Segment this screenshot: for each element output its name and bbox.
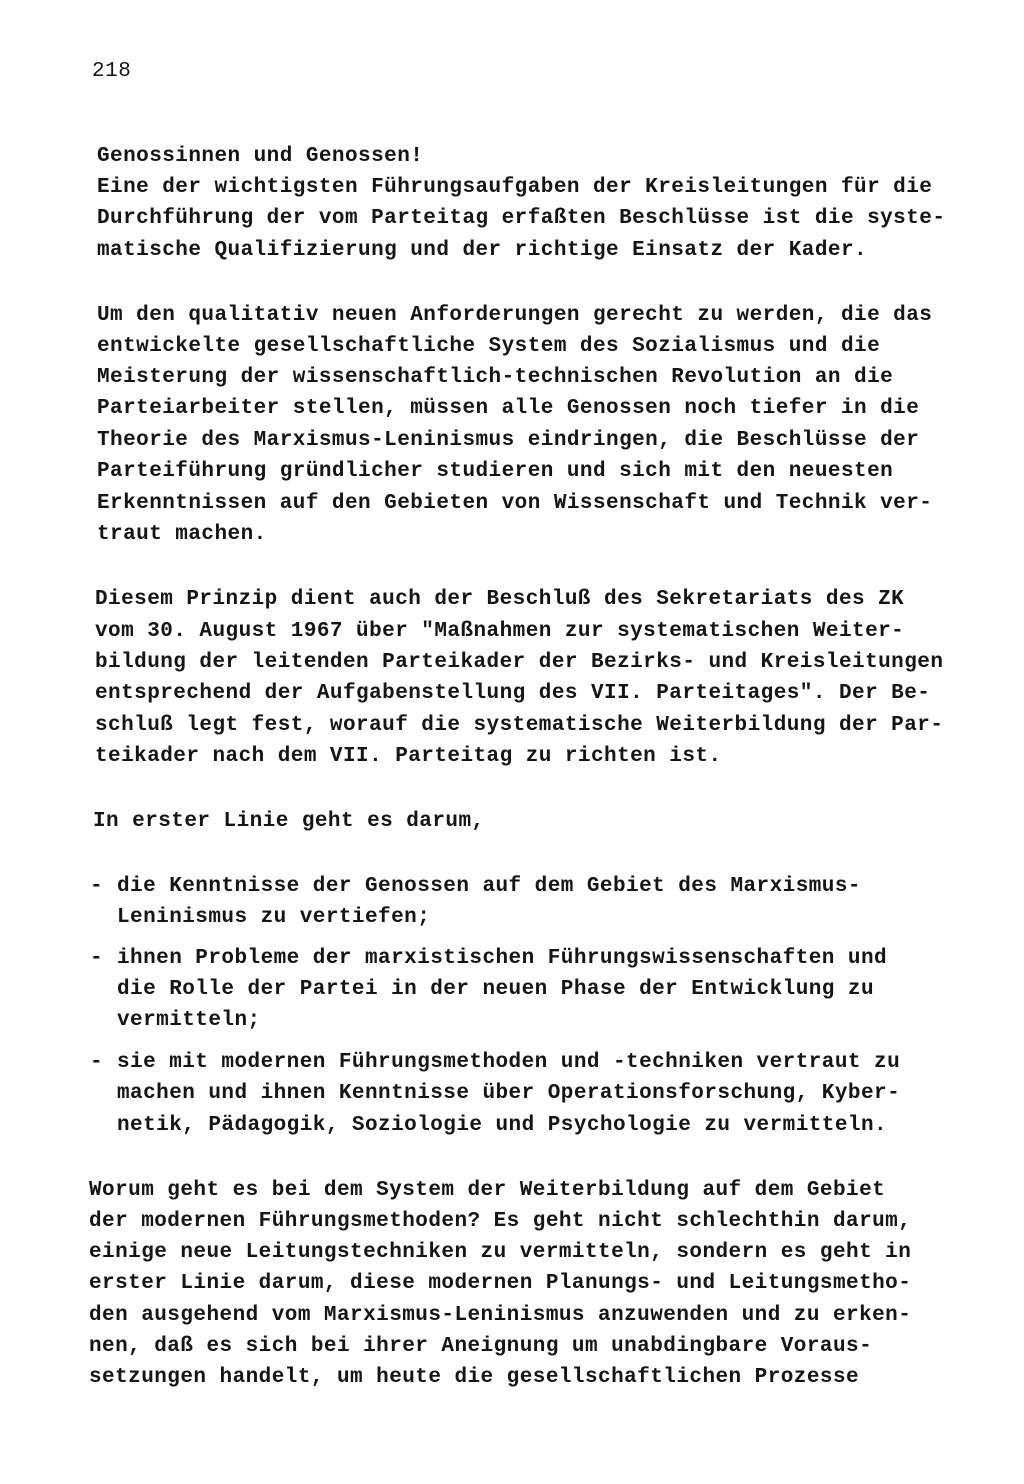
closing-paragraph-line-6: nen, daß es sich bei ihrer Aneignung um unabdingbare Voraus- <box>89 1335 873 1358</box>
closing-paragraph-line-3: einige neue Leitungstechniken zu vermitteln, sondern es geht in <box>89 1241 912 1264</box>
page-number: 218 <box>92 60 132 83</box>
list-item-2-bullet: - <box>90 947 103 970</box>
list-item-1-bullet: - <box>90 875 103 898</box>
paragraph-3-line-5: schluß legt fest, worauf die systematische Weiterbildung der Par- <box>95 714 944 737</box>
paragraph-2-line-5: Theorie des Marxismus-Leninismus eindringen, die Beschlüsse der <box>97 429 920 452</box>
list-item-2-line-3: vermitteln; <box>117 1009 261 1032</box>
paragraph-1-line-1: Genossinnen und Genossen! <box>97 145 424 168</box>
paragraph-3-line-2: vom 30. August 1967 über "Maßnahmen zur systematischen Weiter- <box>95 620 905 643</box>
list-item-2-line-1: ihnen Probleme der marxistischen Führungswissenschaften und <box>117 947 888 970</box>
paragraph-1-line-4: matische Qualifizierung und der richtige Einsatz der Kader. <box>97 239 868 262</box>
paragraph-2-line-2: entwickelte gesellschaftliche System des Sozialismus und die <box>97 335 881 358</box>
paragraph-3-line-4: entsprechend der Aufgabenstellung des VII. Parteitages". Der Be- <box>95 682 931 705</box>
closing-paragraph-line-2: der modernen Führungsmethoden? Es geht nicht schlechthin darum, <box>89 1210 912 1233</box>
paragraph-2-line-6: Parteiführung gründlicher studieren und sich mit den neuesten <box>97 460 894 483</box>
list-item-1-line-1: die Kenntnisse der Genossen auf dem Gebiet des Marxismus- <box>117 875 861 898</box>
closing-paragraph-line-5: den ausgehend vom Marxismus-Leninismus anzuwenden und zu erken- <box>89 1304 912 1327</box>
paragraph-3-line-6: teikader nach dem VII. Parteitag zu richten ist. <box>95 745 722 768</box>
paragraph-2-line-8: traut machen. <box>97 523 267 546</box>
paragraph-4-line-1: In erster Linie geht es darum, <box>93 810 485 833</box>
list-item-2-line-2: die Rolle der Partei in der neuen Phase der Entwicklung zu <box>117 978 875 1001</box>
list-item-3-line-3: netik, Pädagogik, Soziologie und Psychologie zu vermitteln. <box>117 1114 888 1137</box>
closing-paragraph-line-4: erster Linie darum, diese modernen Planungs- und Leitungsmetho- <box>89 1272 912 1295</box>
paragraph-2-line-1: Um den qualitativ neuen Anforderungen gerecht zu werden, die das <box>97 304 933 327</box>
paragraph-2-line-7: Erkenntnissen auf den Gebieten von Wissenschaft und Technik ver- <box>97 492 933 515</box>
paragraph-2-line-4: Parteiarbeiter stellen, müssen alle Genossen noch tiefer in die <box>97 397 920 420</box>
paragraph-3-line-1: Diesem Prinzip dient auch der Beschluß des Sekretariats des ZK <box>95 588 905 611</box>
list-item-3-bullet: - <box>90 1051 103 1074</box>
list-item-1-line-2: Leninismus zu vertiefen; <box>117 906 431 929</box>
closing-paragraph-line-1: Worum geht es bei dem System der Weiterbildung auf dem Gebiet <box>89 1179 886 1202</box>
paragraph-2-line-3: Meisterung der wissenschaftlich-technischen Revolution an die <box>97 366 894 389</box>
paragraph-1-line-3: Durchführung der vom Parteitag erfaßten Beschlüsse ist die syste- <box>97 207 946 230</box>
list-item-3-line-2: machen und ihnen Kenntnisse über Operationsforschung, Kyber- <box>117 1082 901 1105</box>
paragraph-1-line-2: Eine der wichtigsten Führungsaufgaben der Kreisleitungen für die <box>97 176 933 199</box>
closing-paragraph-line-7: setzungen handelt, um heute die gesellschaftlichen Prozesse <box>89 1366 860 1389</box>
paragraph-3-line-3: bildung der leitenden Parteikader der Bezirks- und Kreisleitungen <box>95 651 944 674</box>
list-item-3-line-1: sie mit modernen Führungsmethoden und -techniken vertraut zu <box>117 1051 901 1074</box>
